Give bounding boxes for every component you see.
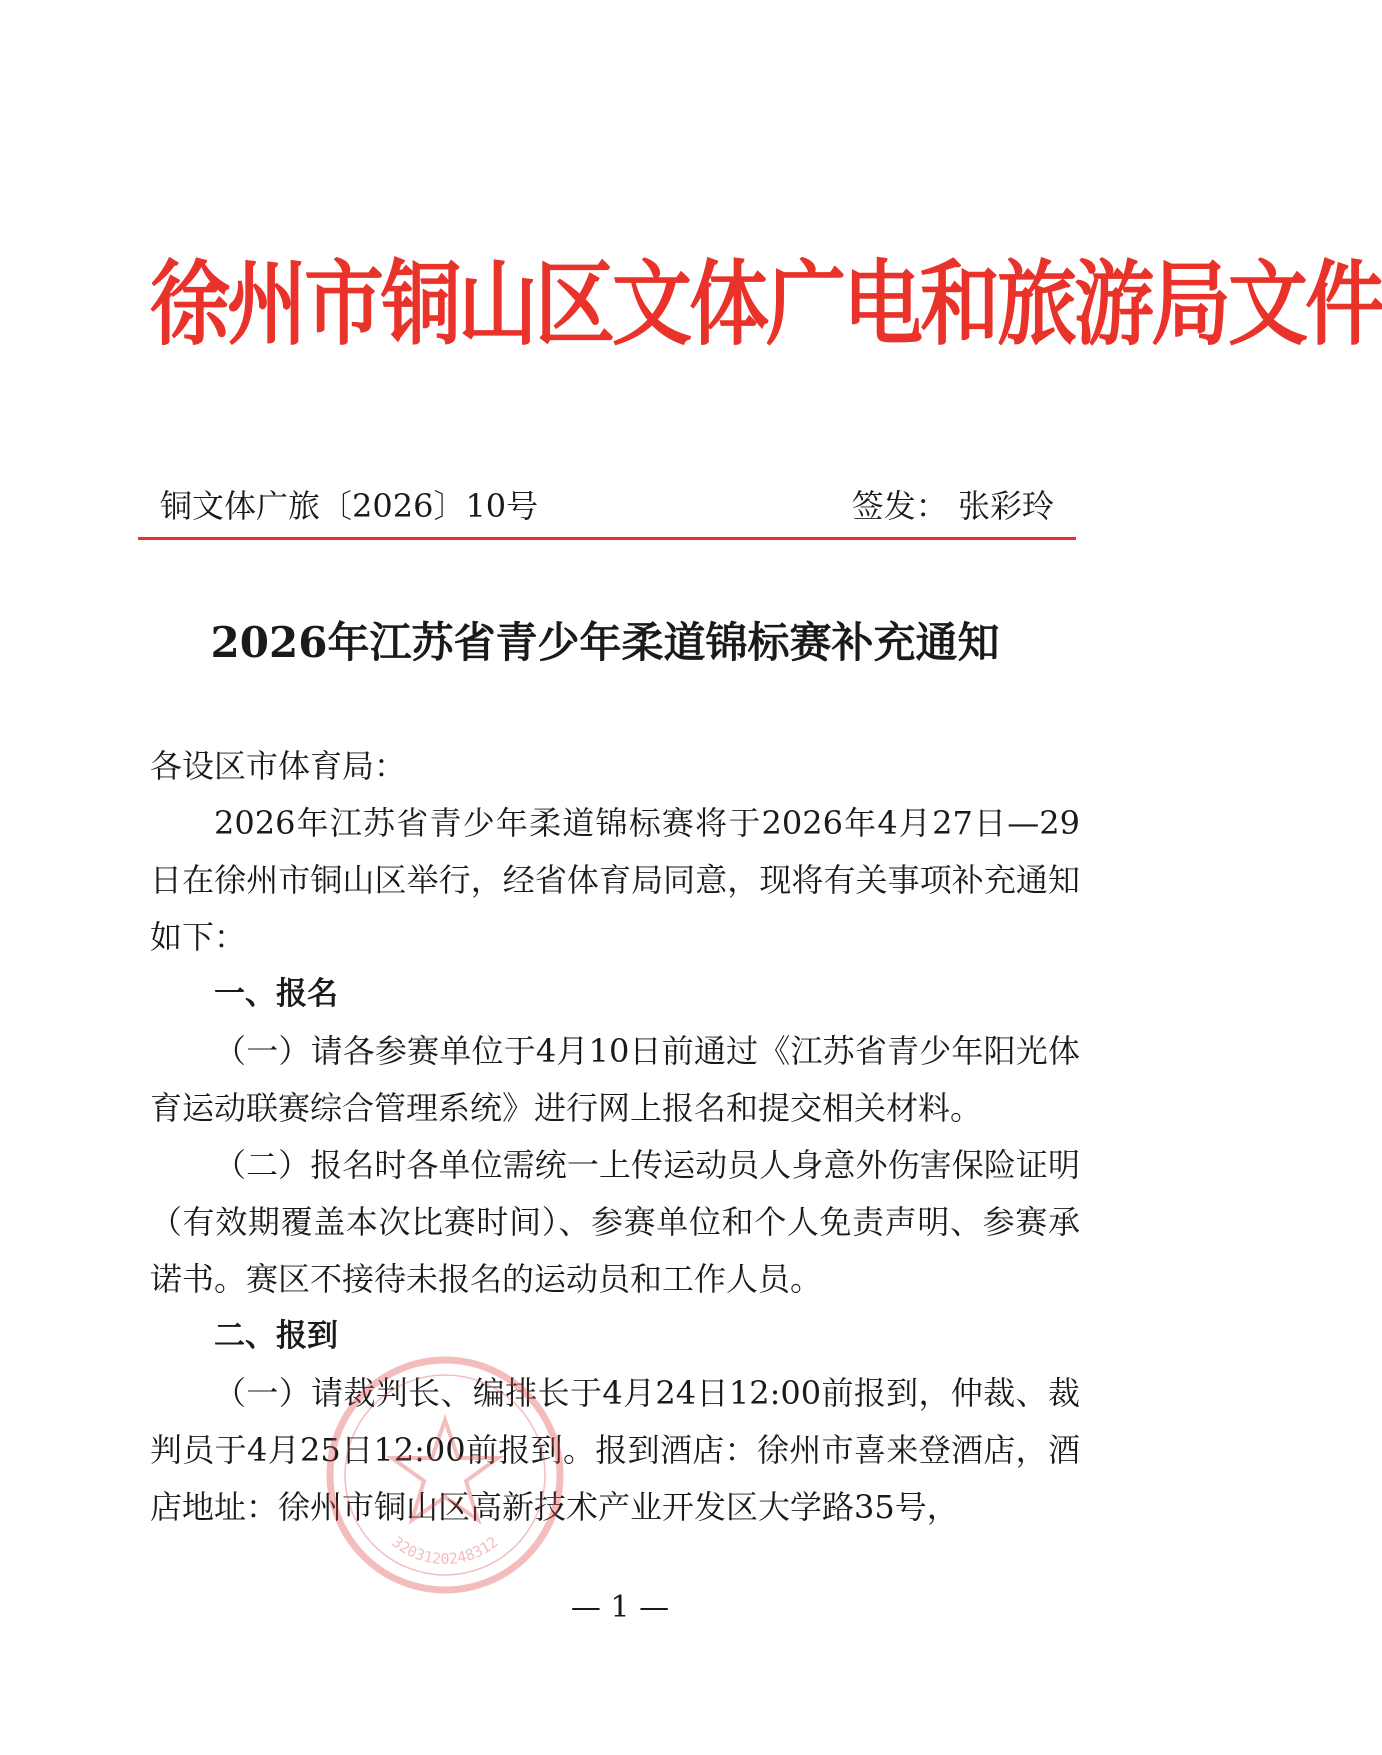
seal-serial-text: 3203120248312 [388,1532,502,1568]
signer-label: 签发： [851,487,948,525]
svg-text:3203120248312 [389,1533,502,1568]
salutation: 各设区市体育局： [150,747,407,785]
document-body [150,738,1080,1536]
section-heading-registration: 一、报名 [214,976,338,1012]
agency-header-title: 徐州市铜山区文体广电和旅游局文件 [150,250,1382,358]
registration-paragraph-2: （二）报名时各单位需统一上传运动员人身意外伤害保险证明（有效期覆盖本次比赛时间）、参赛单位和个人免责声明、参赛承诺书。赛区不接待未报名的运动员和工作人员。 [150,1146,1080,1298]
checkin-paragraph-1: （一）请裁判长、编排长于4月24日12:00前报到，仲裁、裁判员于4月25日12:00前报到。报到酒店：徐州市喜来登酒店，酒店地址：徐州市铜山区高新技术产业开发区大学路35号， [150,1374,1080,1526]
header-divider [138,537,1076,540]
section-heading-checkin: 二、报到 [214,1318,338,1354]
intro-paragraph: 2026年江苏省青少年柔道锦标赛将于2026年4月27日—29日在徐州市铜山区举行，经省体育局同意，现将有关事项补充通知如下： [150,804,1080,956]
document-number: 铜文体广旅〔2026〕10号 [160,487,539,525]
registration-paragraph-1: （一）请各参赛单位于4月10日前通过《江苏省青少年阳光体育运动联赛综合管理系统》进行网上报名和提交相关材料。 [150,1032,1080,1127]
page-number: — 1 — [570,1590,670,1625]
document-title: 2026年江苏省青少年柔道锦标赛补充通知 [210,618,1000,667]
signer-line [852,486,1054,526]
signer-name: 张彩玲 [957,487,1054,525]
official-seal-icon [320,1350,570,1600]
